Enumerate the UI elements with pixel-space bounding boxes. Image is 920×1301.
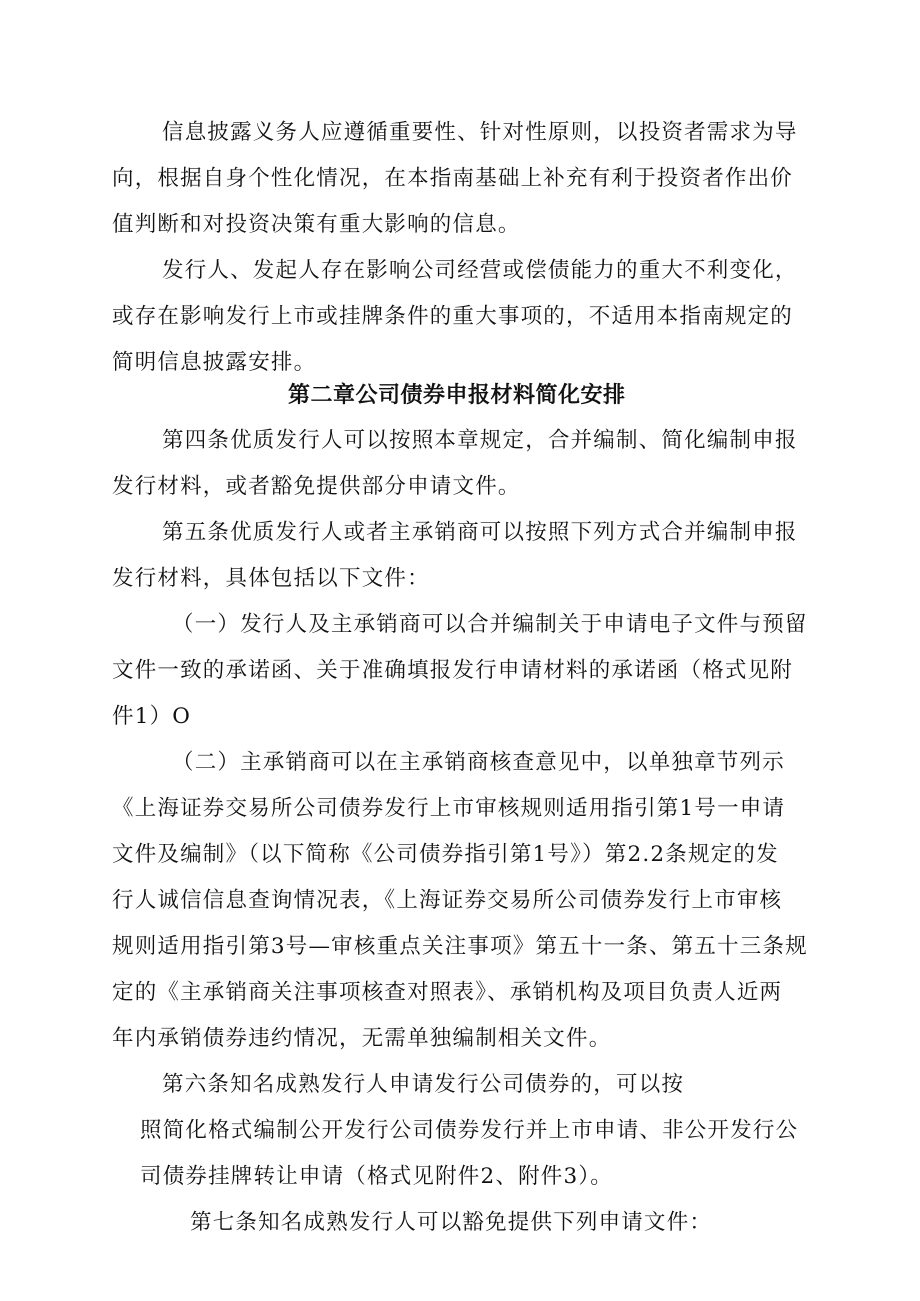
article-5-line-2: 发行材料，具体包括以下文件： (112, 566, 430, 591)
item-1-line-1: （一）发行人及主承销商可以合并编制关于申请电子文件与预留 (172, 612, 808, 637)
item-1-line-3: 件1）O (112, 704, 192, 729)
item-2-line-4: 行人诚信信息查询情况表，《上海证券交易所公司债券发行上市审核 (112, 888, 783, 913)
article-6-line-2: 照简化格式编制公开发行公司债券发行并上市申请、非公开发行公 (140, 1118, 799, 1143)
item-2-line-3: 文件及编制》（以下简称《公司债券指引第1号》）第2.2条规定的发 (112, 842, 779, 867)
article-4-line-2: 发行材料，或者豁免提供部分申请文件。 (112, 474, 521, 499)
item-2-line-7: 年内承销债券违约情况，无需单独编制相关文件。 (112, 1026, 612, 1051)
article-6-line-3: 司债券挂牌转让申请（格式见附件2、附件3）。 (140, 1164, 614, 1189)
paragraph-2-line-1: 发行人、发起人存在影响公司经营或偿债能力的重大不利变化， (162, 258, 798, 283)
item-2-line-2: 《上海证券交易所公司债券发行上市审核规则适用指引第1号一申请 (112, 796, 786, 821)
item-2-line-1: （二）主承销商可以在主承销商核查意见中，以单独章节列示 (172, 750, 785, 775)
article-4-line-1: 第四条优质发行人可以按照本章规定，合并编制、简化编制申报 (162, 428, 798, 453)
item-1-line-2: 文件一致的承诺函、关于准确填报发行申请材料的承诺函（格式见附 (112, 658, 794, 683)
item-2-line-6: 定的《主承销商关注事项核查对照表》、承销机构及项目负责人近两 (112, 980, 783, 1005)
item-2-line-5: 规则适用指引第3号—审核重点关注事项》第五十一条、第五十三条规 (112, 934, 808, 959)
paragraph-1-line-1: 信息披露义务人应遵循重要性、针对性原则，以投资者需求为导 (162, 120, 798, 145)
paragraph-2-line-3: 简明信息披露安排。 (112, 350, 317, 375)
article-6-line-1: 第六条知名成熟发行人申请发行公司债券的，可以按 (162, 1072, 685, 1097)
chapter-heading: 第二章公司债券申报材料简化安排 (288, 383, 626, 408)
article-5-line-1: 第五条优质发行人或者主承销商可以按照下列方式合并编制申报 (162, 520, 798, 545)
article-7-line-1: 第七条知名成熟发行人可以豁免提供下列申请文件： (190, 1210, 713, 1235)
paragraph-2-line-2: 或存在影响发行上市或挂牌条件的重大事项的，不适用本指南规定的 (112, 304, 794, 329)
paragraph-1-line-3: 值判断和对投资决策有重大影响的信息。 (112, 212, 521, 237)
paragraph-1-line-2: 向，根据自身个性化情况，在本指南基础上补充有利于投资者作出价 (112, 166, 794, 191)
